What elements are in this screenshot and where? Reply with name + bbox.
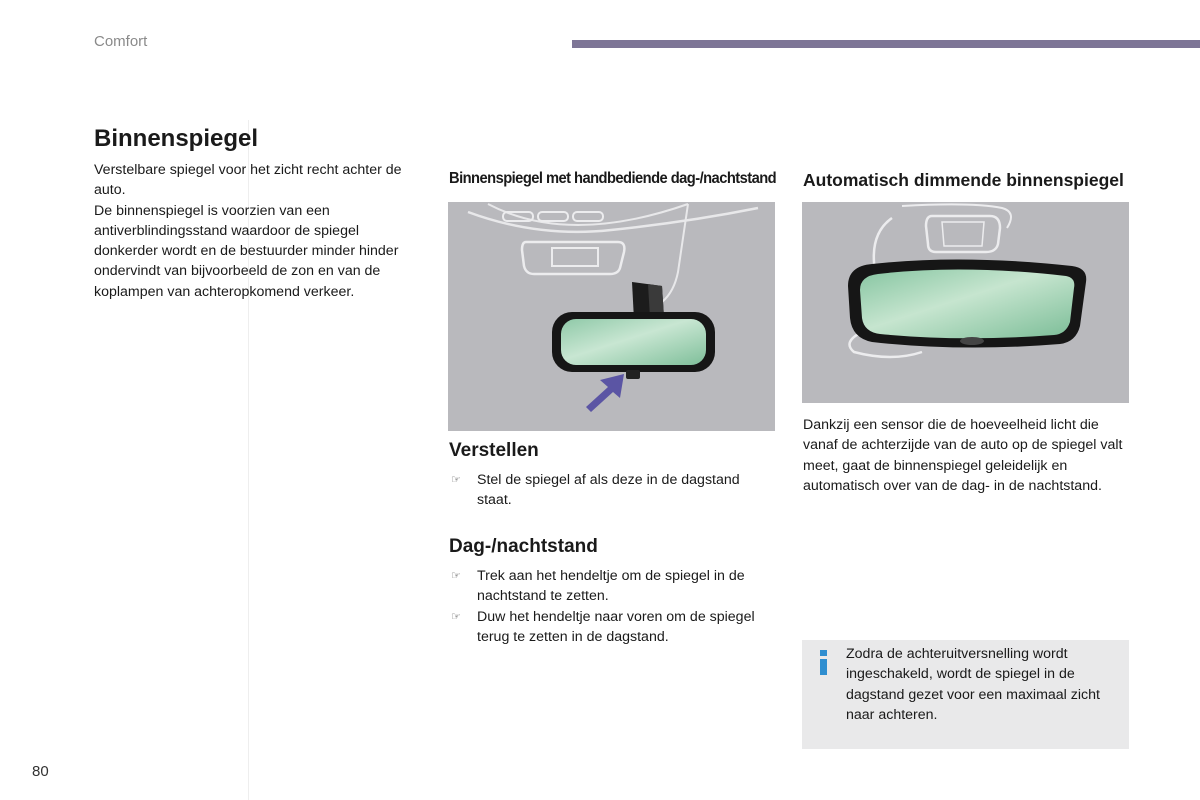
info-text: Zodra de achteruitversnelling wordt ingeschakeld, wordt de spiegel in de dagstand gezet voor een maximaal zicht naar achteren. (846, 646, 1100, 723)
step-text: Stel de spiegel af als deze in de dagstand staat. (477, 472, 740, 509)
header-accent-bar (572, 40, 1200, 48)
auto-mirror-description: Dankzij een sensor die de hoeveelheid licht die vanaf de achterzijde van de auto op de spiegel valt meet, gaat de binnenspiegel geleidelijk en automatisch over van de dag- in de nachtstand. (803, 417, 1123, 494)
step-text: Duw het hendeltje naar voren om de spiegel terug te zetten in de dagstand. (477, 608, 755, 645)
pointing-hand-icon: ☞ (451, 610, 461, 623)
info-icon (816, 650, 830, 674)
pointing-hand-icon: ☞ (451, 570, 461, 582)
pointing-hand-icon: ☞ (451, 474, 461, 486)
daynight-heading: Dag-/nachtstand (449, 536, 598, 557)
auto-mirror-illustration (802, 202, 1129, 403)
info-box (802, 640, 1129, 749)
list-item (449, 566, 774, 607)
manual-mirror-illustration (448, 202, 775, 431)
intro-text (94, 160, 424, 302)
manual-mirror-heading: Binnenspiegel met handbediende dag-/nachtstand (449, 170, 777, 187)
page-title: Binnenspiegel (94, 125, 259, 152)
intro-paragraph: Verstelbare spiegel voor het zicht recht achter de auto. (94, 162, 402, 199)
step-text: Trek aan het hendeltje om de spiegel in de nachtstand te zetten. (477, 568, 745, 605)
adjust-heading: Verstellen (449, 440, 539, 461)
intro-paragraph: De binnenspiegel is voorzien van een antiverblindingsstand waardoor de spiegel donkerder wordt en de bestuurder minder hinder ondervindt van bijvoorbeeld de zon en van de koplampen van achteropkomend verkeer. (94, 202, 399, 300)
page-number: 80 (32, 763, 49, 780)
daynight-steps (449, 566, 774, 647)
list-item (449, 607, 774, 648)
auto-mirror-heading: Automatisch dimmende binnenspiegel (803, 170, 1124, 190)
section-label: Comfort (94, 33, 148, 50)
list-item (449, 470, 774, 511)
adjust-steps (449, 470, 774, 511)
